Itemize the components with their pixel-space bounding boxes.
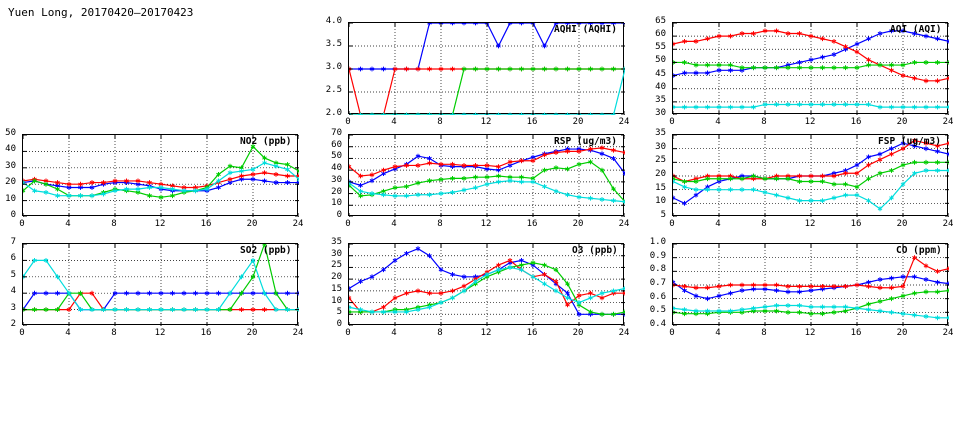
y-tick-label: 35	[655, 128, 666, 138]
y-tick-label: 25	[331, 260, 342, 271]
y-tick-label: 10	[331, 198, 342, 209]
x-tick-label: 16	[200, 219, 212, 229]
x-tick-label: 24	[942, 117, 954, 127]
y-tick-label: 5	[336, 307, 342, 318]
y-tick-label: 20	[331, 186, 342, 197]
y-tick-label: 5	[10, 269, 16, 280]
x-tick-label: 0	[669, 219, 675, 229]
x-tick-label: 12	[480, 117, 492, 127]
y-tick-label: 55	[655, 42, 666, 53]
y-tick-label: 15	[655, 182, 666, 193]
y-tick-label: 10	[655, 196, 666, 207]
x-tick-label: 4	[391, 219, 397, 229]
y-tick-label: 3	[10, 302, 16, 313]
y-tick-label: 3.5	[325, 39, 342, 49]
y-tick-label: 10	[331, 295, 342, 306]
y-tick-label: 30	[331, 248, 342, 259]
y-tick-label: 0.7	[649, 278, 666, 288]
y-tick-label: 50	[655, 55, 666, 66]
y-tick-label: 60	[655, 29, 666, 40]
y-tick-label: 20	[655, 169, 666, 179]
x-tick-label: 8	[437, 328, 443, 338]
x-tick-label: 20	[246, 219, 258, 229]
x-tick-label: 8	[111, 219, 117, 229]
x-tick-label: 24	[942, 219, 954, 229]
y-tick-label: 40	[655, 81, 666, 92]
panel-title-so2: SO2 (ppb)	[240, 245, 292, 256]
x-tick-label: 8	[437, 117, 443, 127]
panel-title-aqhi: AQHI (AQHI)	[554, 24, 617, 35]
x-tick-label: 0	[345, 328, 351, 338]
x-tick-label: 16	[850, 117, 862, 127]
y-tick-label: 6	[10, 253, 16, 264]
y-tick-label: 35	[655, 94, 666, 105]
x-tick-label: 12	[154, 328, 166, 338]
y-tick-label: 1.0	[649, 237, 666, 247]
y-tick-label: 30	[5, 160, 16, 171]
y-tick-label: 0	[336, 210, 342, 220]
y-tick-label: 0.8	[649, 264, 666, 275]
y-tick-label: 15	[331, 283, 342, 294]
x-tick-label: 16	[526, 117, 538, 127]
x-tick-label: 12	[804, 328, 816, 338]
y-tick-label: 4.0	[325, 16, 342, 26]
y-tick-label: 25	[655, 155, 666, 166]
x-tick-label: 16	[850, 328, 862, 338]
y-tick-label: 0.5	[649, 305, 666, 316]
x-tick-label: 4	[391, 328, 397, 338]
y-tick-label: 0.6	[649, 291, 666, 302]
panel-title-co: CO (ppm)	[896, 245, 942, 256]
x-tick-label: 24	[618, 219, 630, 229]
x-tick-label: 4	[391, 117, 397, 127]
y-tick-label: 20	[331, 272, 342, 283]
x-tick-label: 24	[292, 328, 304, 338]
x-tick-label: 8	[761, 328, 767, 338]
y-tick-label: 0.4	[649, 319, 666, 329]
x-tick-label: 16	[200, 328, 212, 338]
y-tick-label: 60	[331, 139, 342, 150]
y-tick-label: 30	[655, 141, 666, 152]
y-tick-label: 10	[5, 193, 16, 204]
y-tick-label: 7	[10, 237, 16, 247]
x-tick-label: 16	[850, 219, 862, 229]
x-tick-label: 24	[942, 328, 954, 338]
y-tick-label: 4	[10, 286, 16, 297]
x-tick-label: 4	[715, 328, 721, 338]
y-tick-label: 2	[10, 319, 16, 329]
y-tick-label: 40	[5, 144, 16, 155]
panel-title-no2: NO2 (ppb)	[240, 136, 292, 147]
y-tick-label: 0	[10, 210, 16, 220]
x-tick-label: 20	[572, 328, 584, 338]
x-tick-label: 16	[526, 328, 538, 338]
page-title: Yuen Long, 20170420–20170423	[8, 6, 194, 19]
y-tick-label: 35	[331, 237, 342, 247]
x-tick-label: 0	[19, 328, 25, 338]
y-tick-label: 0	[336, 319, 342, 329]
x-tick-label: 20	[896, 328, 908, 338]
x-tick-label: 0	[669, 328, 675, 338]
x-tick-label: 4	[65, 328, 71, 338]
y-tick-label: 65	[655, 16, 666, 26]
x-tick-label: 12	[480, 328, 492, 338]
x-tick-label: 12	[154, 219, 166, 229]
x-tick-label: 20	[572, 117, 584, 127]
x-tick-label: 0	[345, 117, 351, 127]
x-tick-label: 0	[19, 219, 25, 229]
panel-title-fsp: FSP (ug/m3)	[878, 136, 941, 147]
x-tick-label: 8	[761, 117, 767, 127]
x-tick-label: 4	[715, 117, 721, 127]
panel-title-o3: O3 (ppb)	[572, 245, 618, 256]
x-tick-label: 8	[437, 219, 443, 229]
y-tick-label: 70	[331, 128, 342, 138]
plot-canvas-co	[673, 244, 949, 326]
x-tick-label: 24	[618, 117, 630, 127]
panel-title-rsp: RSP (ug/m3)	[554, 136, 617, 147]
x-tick-label: 4	[715, 219, 721, 229]
x-tick-label: 12	[804, 219, 816, 229]
x-tick-label: 0	[345, 219, 351, 229]
y-tick-label: 50	[331, 151, 342, 162]
x-tick-label: 24	[292, 219, 304, 229]
x-tick-label: 20	[896, 117, 908, 127]
y-tick-label: 0.9	[649, 250, 666, 261]
x-tick-label: 4	[65, 219, 71, 229]
x-tick-label: 8	[111, 328, 117, 338]
y-tick-label: 50	[5, 128, 16, 138]
x-tick-label: 0	[669, 117, 675, 127]
y-tick-label: 20	[5, 177, 16, 188]
x-tick-label: 16	[526, 219, 538, 229]
y-tick-label: 3.0	[325, 62, 342, 72]
y-tick-label: 45	[655, 68, 666, 79]
y-tick-label: 2.5	[325, 85, 342, 95]
x-tick-label: 12	[480, 219, 492, 229]
x-tick-label: 20	[896, 219, 908, 229]
y-tick-label: 30	[331, 174, 342, 185]
x-tick-label: 12	[804, 117, 816, 127]
x-tick-label: 20	[246, 328, 258, 338]
y-tick-label: 30	[655, 108, 666, 118]
y-tick-label: 2.0	[325, 108, 342, 118]
x-tick-label: 20	[572, 219, 584, 229]
x-tick-label: 8	[761, 219, 767, 229]
panel-title-aqi: AQI (AQI)	[890, 24, 942, 35]
y-tick-label: 5	[660, 210, 666, 220]
y-tick-label: 40	[331, 163, 342, 174]
x-tick-label: 24	[618, 328, 630, 338]
